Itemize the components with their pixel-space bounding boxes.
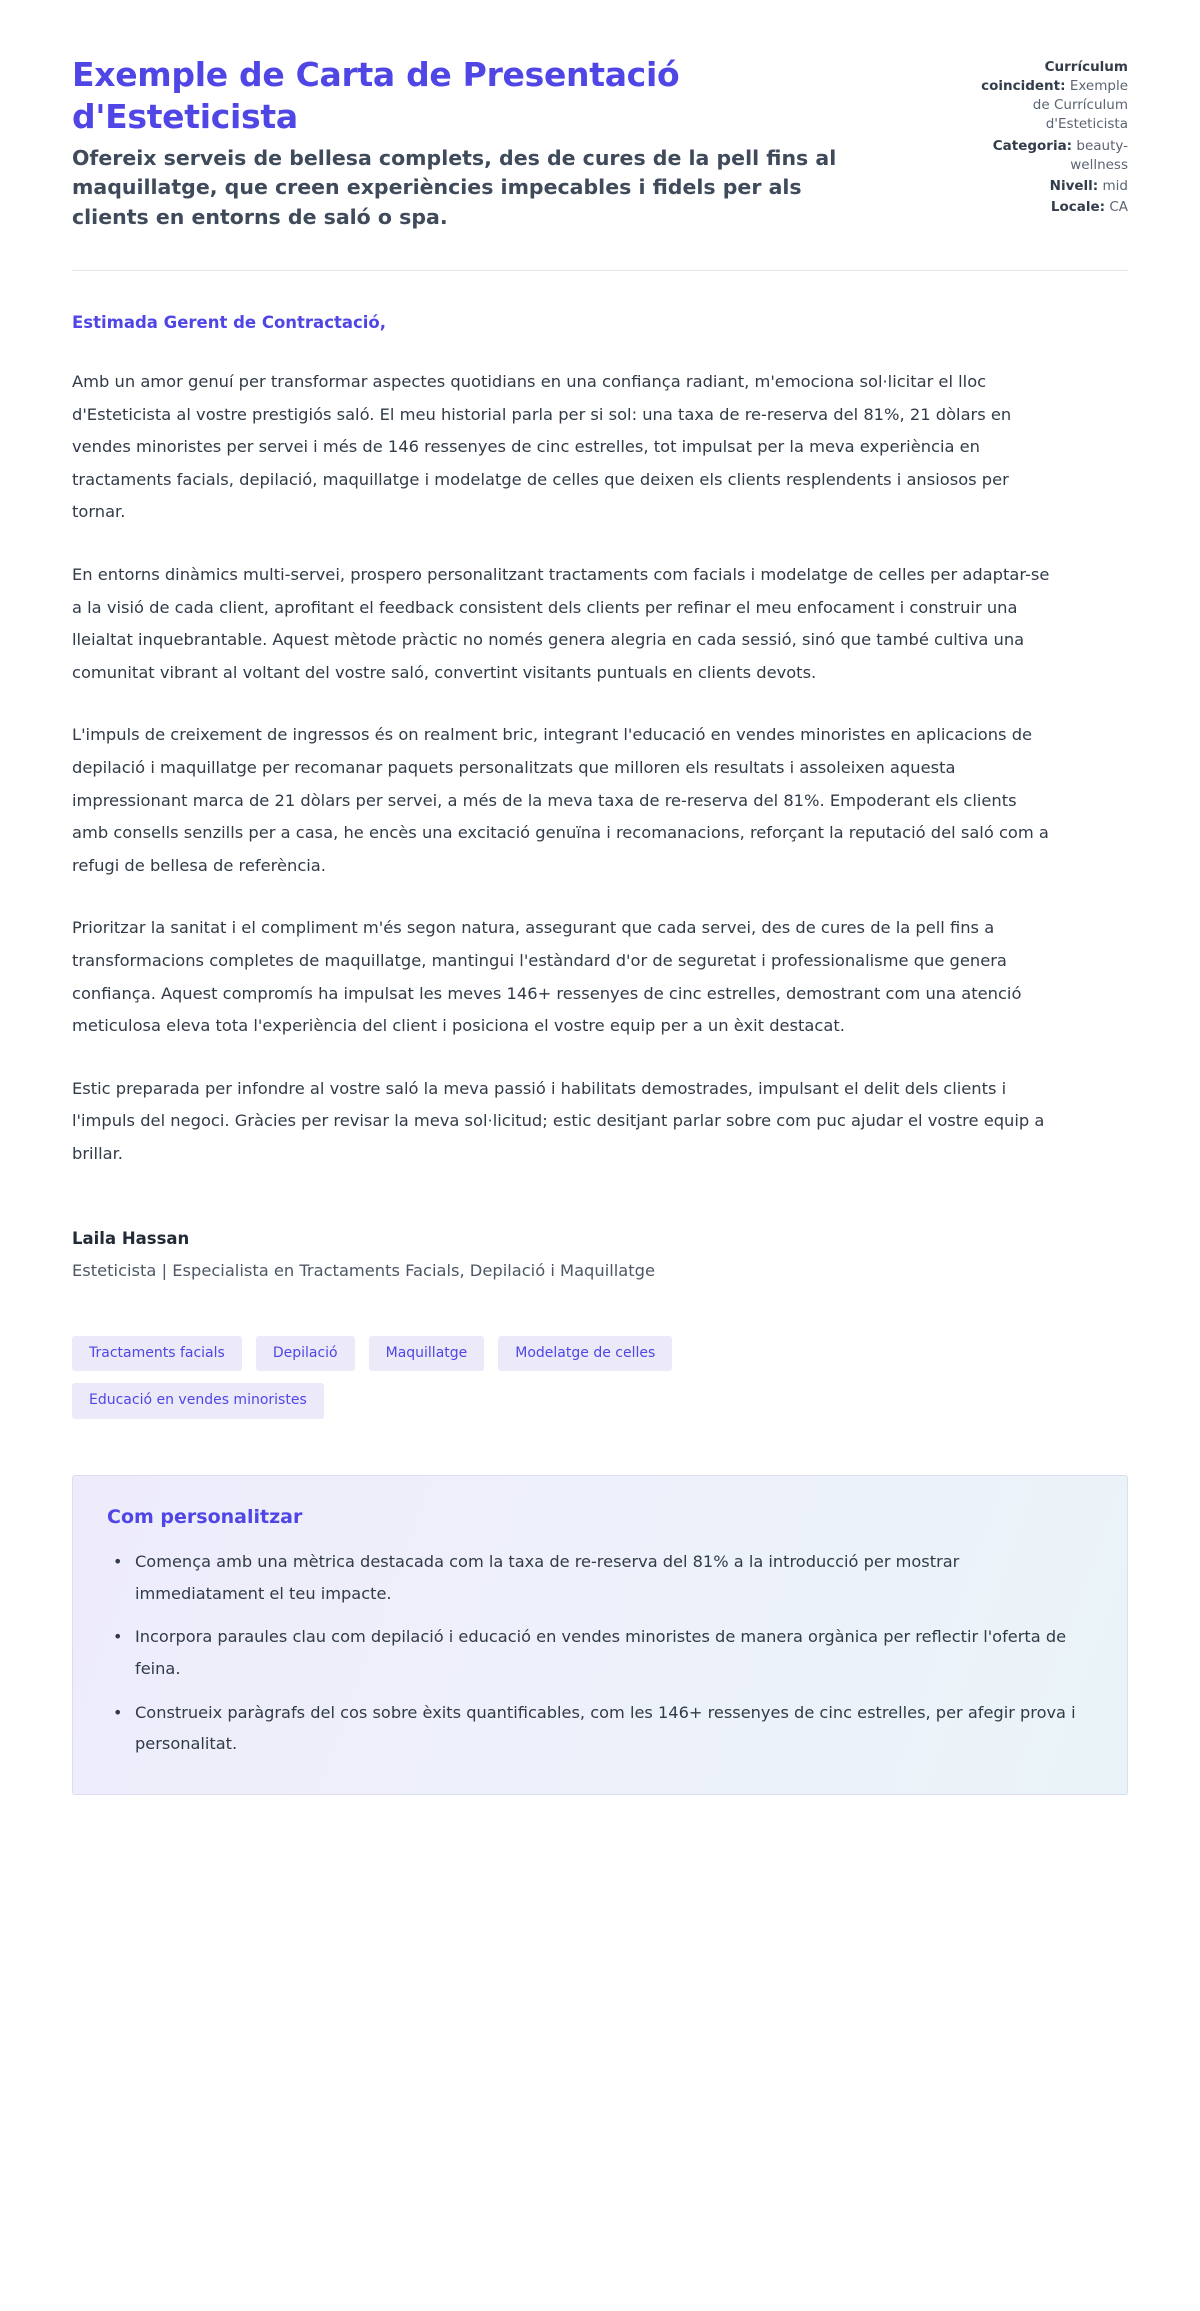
customization-tips-callout <box>72 1475 1128 1795</box>
meta-value-resume: Exemple de Currículum d'Esteticista <box>1032 78 1128 133</box>
letter-paragraph: Amb un amor genuí per transformar aspectes quotidians en una confiança radiant, m'emociona sol·licitar el lloc d'Esteticista al vostre prestigiós saló. El meu historial parla per si sol: una taxa de re-reserva del 81%, 21 dòlars en vendes minoristes per servei i més de 146 ressenyes de cinc estrelles, tot impulsat per la meva experiència en tractaments facials, depilació, maquillatge i modelatge de celles que deixen els clients resplendents i ansiosos per tornar. <box>72 372 1012 522</box>
tips-list-item: • Incorpora paraules clau com depilació i educació en vendes minoristes de manera orgànica per reflectir l'oferta de feina. <box>131 1621 1093 1684</box>
meta-row-resume <box>968 58 1128 135</box>
meta-value-locale: CA <box>1109 199 1128 216</box>
signature-block <box>72 1229 1128 1280</box>
letter-paragraph: L'impuls de creixement de ingressos és on realment bric, integrant l'educació en vendes minoristes en aplicacions de depilació i maquillatge per recomanar paquets personalitzats que milloren els resultats i assoleixen aquesta impressionant marca de 21 dòlars per servei, a més de la meva taxa de re-reserva del 81%. Empoderant els clients amb consells senzills per a casa, he encès una excitació genuïna i recomanacions, reforçant la reputació del saló com a refugi de bellesa de referència. <box>72 725 1049 875</box>
meta-row-locale <box>968 198 1128 217</box>
meta-label-category: Categoria: <box>992 137 1073 154</box>
letter-paragraph: Prioritzar la sanitat i el compliment m'és segon natura, assegurant que cada servei, des de cures de la pell fins a transformacions completes de maquillatge, mantingui l'estàndard d'or de seguretat i professionalisme que genera confiança. Aquest compromís ha impulsat les meves 146+ ressenyes de cinc estrelles, demostrant com una atenció meticulosa eleva tota l'experiència del client i posiciona el vostre equip per a un èxit destacat. <box>72 918 1022 1036</box>
signature-role: Esteticista | Especialista en Tractaments Facials, Depilació i Maquillatge <box>72 1260 655 1280</box>
page-header <box>72 40 1128 232</box>
signature-name: Laila Hassan <box>72 1228 190 1248</box>
meta-label-locale: Locale: <box>1050 199 1106 216</box>
tips-title: Com personalitzar <box>107 1506 303 1529</box>
letter-paragraph: En entorns dinàmics multi-servei, prospero personalitzant tractaments com facials i modelatge de celles per adaptar-se a la visió de cada client, aprofitant el feedback consistent dels clients per refinar el meu enfocament i construir una lleialtat inquebrantable. Aquest mètode pràctic no només genera alegria en cada sessió, sinó que també cultiva una comunitat vibrant al voltant del vostre saló, convertint visitants puntuals en clients devots. <box>72 565 1050 682</box>
skill-tag[interactable]: Tractaments facials <box>72 1336 242 1372</box>
tips-list-item: • Construeix paràgrafs del cos sobre èxits quantificables, com les 146+ ressenyes de cinc estrelles, per afegir prova i personalitat. <box>131 1697 1093 1760</box>
skill-tag[interactable]: Depilació <box>256 1336 355 1372</box>
letter-salutation: Estimada Gerent de Contractació, <box>72 313 387 333</box>
meta-row-level <box>968 177 1128 196</box>
page-title: Exemple de Carta de Presentació d'Esteticista <box>72 55 680 136</box>
meta-row-category <box>968 137 1128 175</box>
skill-tag[interactable]: Maquillatge <box>369 1336 485 1372</box>
letter-body <box>72 271 1128 1279</box>
tips-list-item: • Comença amb una mètrica destacada com la taxa de re-reserva del 81% a la introducció per mostrar immediatament el teu impacte. <box>131 1546 1093 1609</box>
meta-label-resume: Currículum coincident: <box>981 59 1128 95</box>
meta-value-level: mid <box>1102 177 1128 194</box>
letter-paragraph: Estic preparada per infondre al vostre saló la meva passió i habilitats demostrades, impulsant el delit dels clients i l'impuls del negoci. Gràcies per revisar la meva sol·licitud; estic desitjant parlar sobre com puc ajudar el vostre equip a brillar. <box>72 1078 1045 1163</box>
header-text-block <box>72 54 842 232</box>
tips-list <box>107 1546 1093 1760</box>
skill-tag-list <box>72 1336 872 1420</box>
page-subtitle: Ofereix serveis de bellesa complets, des de cures de la pell fins al maquillatge, que creen experiències impecables i fidels per als clients en entorns de saló o spa. <box>72 146 837 229</box>
meta-label-level: Nivell: <box>1049 177 1099 194</box>
skill-tag[interactable]: Educació en vendes minoristes <box>72 1383 324 1419</box>
metadata-panel <box>968 54 1128 219</box>
meta-value-category: beauty-wellness <box>1070 137 1128 173</box>
skill-tag[interactable]: Modelatge de celles <box>498 1336 672 1372</box>
